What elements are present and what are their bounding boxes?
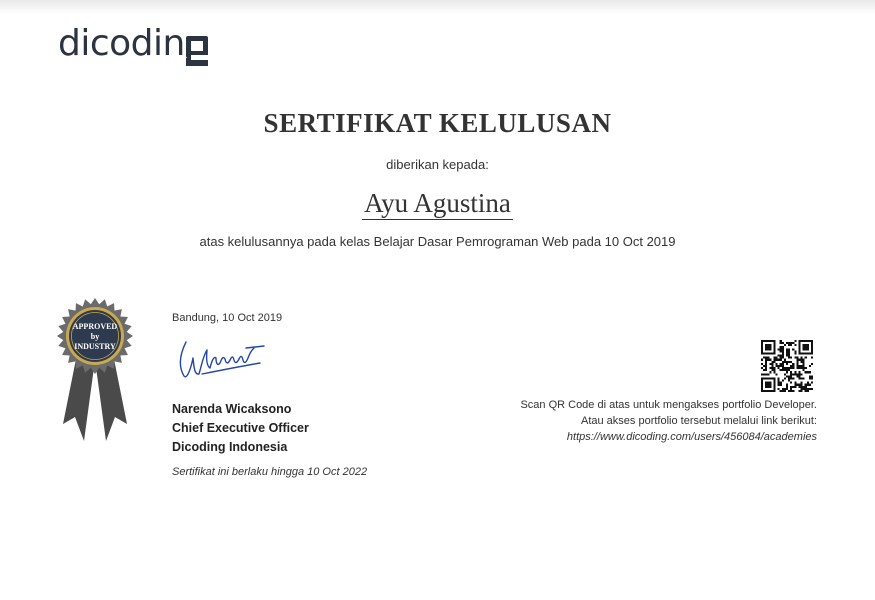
qr-caption (477, 397, 817, 445)
handwritten-signature-icon (172, 336, 272, 386)
badge-line1: APPROVED (72, 322, 118, 331)
top-shadow (0, 0, 875, 14)
signer-company: Dicoding Indonesia (172, 440, 288, 454)
qr-caption-line1: Scan QR Code di atas untuk mengakses portfolio Developer. (520, 399, 817, 411)
dicoding-logo (58, 22, 208, 66)
qr-caption-line2: Atau akses portfolio tersebut melalui link berikut: (580, 415, 817, 427)
signer-info (172, 400, 432, 457)
signer-name: Narenda Wicaksono (172, 402, 292, 416)
portfolio-link[interactable]: https://www.dicoding.com/users/456084/academies (566, 431, 817, 443)
passed-statement: atas kelulusannya pada kelas Belajar Dasar Pemrograman Web pada 10 Oct 2019 (199, 234, 676, 249)
logo-g-icon (186, 30, 208, 66)
given-to-label: diberikan kepada: (386, 157, 489, 172)
certificate-title: SERTIFIKAT KELULUSAN (263, 108, 612, 138)
recipient-name: Ayu Agustina (364, 188, 511, 218)
signature-block (172, 312, 432, 478)
validity-note: Sertifikat ini berlaku hingga 10 Oct 2022 (172, 466, 368, 478)
badge-line2: by (90, 332, 100, 341)
approved-badge-icon (55, 296, 135, 444)
place-date: Bandung, 10 Oct 2019 (172, 312, 283, 324)
signer-role: Chief Executive Officer (172, 421, 309, 435)
logo-wordmark: dicodin (58, 23, 185, 64)
qr-code-icon[interactable] (761, 340, 813, 392)
badge-line3: INDUSTRY (74, 342, 116, 351)
recipient-name-wrapper (0, 188, 875, 219)
